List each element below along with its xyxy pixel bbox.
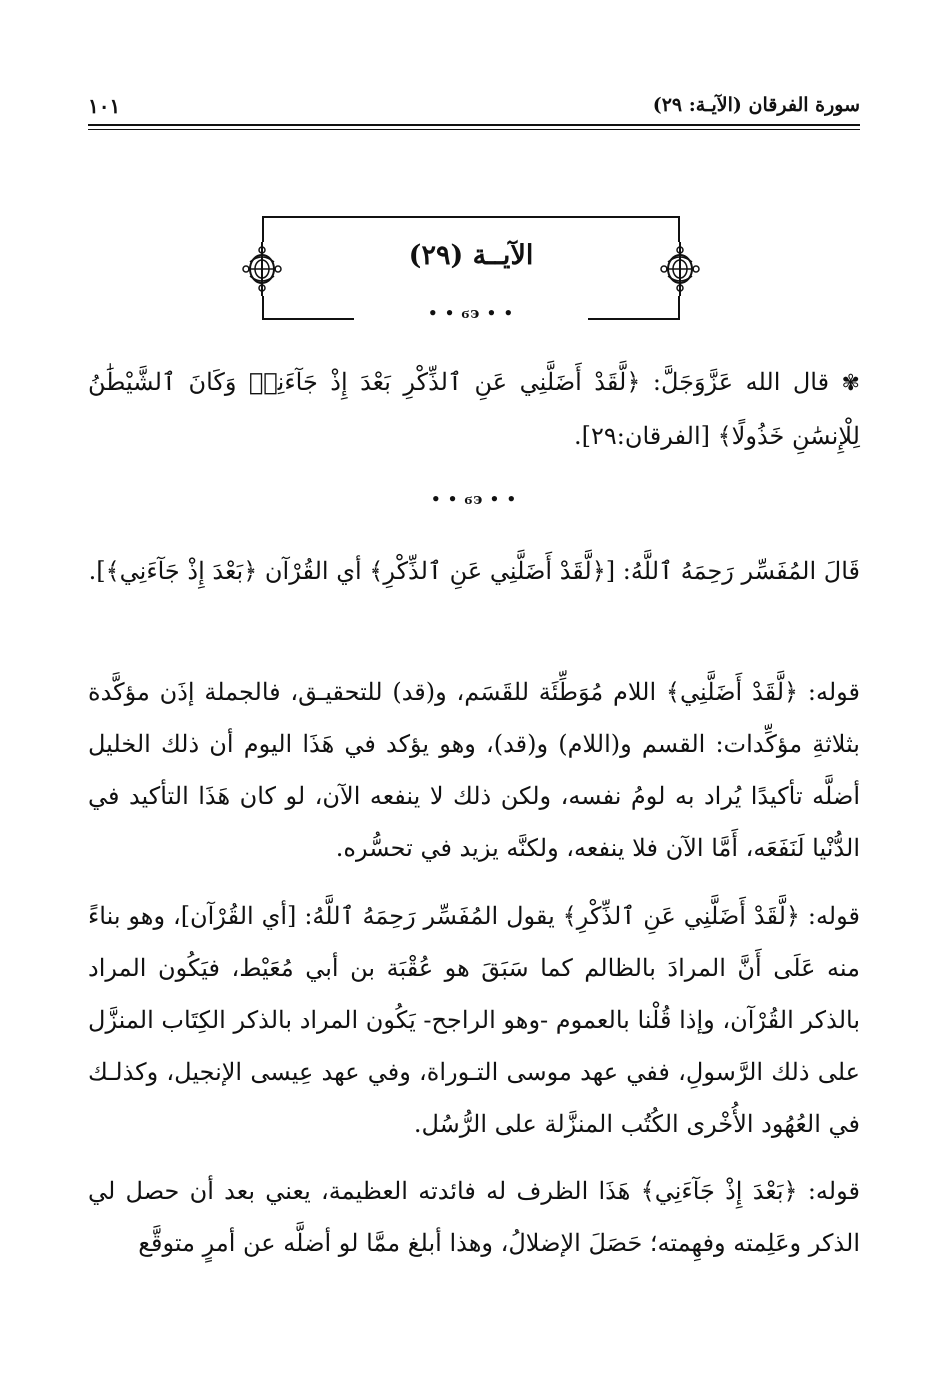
page-number: ١٠١ (88, 94, 121, 118)
header-rule (88, 124, 860, 126)
commentary-paragraph-3: قوله: ﴿لَّقَدْ أَضَلَّنِي عَنِ ٱلذِّكْرِ﴾ يقول المُفَسِّر رَحِمَهُ ٱللَّهُ: [أي القُرْآن]، وهو بناءً منه عَلَى أَنَّ المرادَ بالظالم كما سَبَقَ هو عُقْبَة بن أبي مُعَيْط، فيَكُون المراد بالذكر القُرْآن، وإذا قُلْنا بالعموم -وهو الراجح- يَكُون المراد بالذكر الكِتَاب المنزَّل على ذلك الرَّسولِ، ففي عهد موسى التـوراة، وفي عهد عِيسى الإنجيل، وكذلـك في العُهُود الأُخْرى الكُتُب المنزَّلة على الرُّسُل. (88, 902, 861, 1138)
heading-divider: • • ϭ϶ • • (427, 304, 515, 322)
commentary-paragraph-4: قوله: ﴿بَعْدَ إِذْ جَآءَنِي﴾ هَذَا الظرف له فائدته العظيمة، يعني بعد أن حصل لي الذكر وعَلِمته وفهِمته؛ حَصَلَ الإضلالُ، وهذا أبلغ ممَّا لو أضلَّه عن أمرٍ متوقَّع (88, 1177, 860, 1257)
flower-bullet-icon: ✾ (841, 371, 860, 396)
commentary-paragraph-2: قوله: ﴿لَّقَدْ أَضَلَّنِي﴾ اللام مُوَطِّئَة للقَسَم، و(قد) للتحقيـق، فالجملة إذَن مؤكَّدة بثلاثةِ مؤكِّدات: القسم و(اللام) و(قد)، وهو يؤكد في هَذَا اليوم أن ذلك الخليل أضلَّه تأكيدًا يُراد به لومُ نفسه، ولكن ذلك لا ينفعه الآن، لو كان هَذَا التأكيد في الدُّنْيا لَنَفَعَه، أَمَّا الآن فلا ينفعه، ولكنَّه يزيد في تحسُّره. (88, 678, 860, 862)
verse-number-title: الآيــة (٢٩) (408, 240, 534, 271)
running-header (88, 90, 860, 130)
header-title: سورة الفرقان (الآيـة: ٢٩) (652, 94, 860, 116)
verse-text (88, 356, 860, 462)
section-divider: • • ϭ϶ • • (430, 490, 518, 508)
verse-heading-frame (262, 216, 680, 322)
verse-intro: قال الله عَزَّوَجَلَّ: ﴿لَّقَدْ أَضَلَّنِي عَنِ ٱلذِّكْرِ بَعْدَ إِذْ جَآءَنِيۗ وَكَانَ ٱلشَّيْطَٰنُ لِلْإِنسَٰنِ خَذُولًا﴾ [الفرقان:٢٩]. (88, 368, 860, 450)
commentary-paragraph-1: قَالَ المُفَسِّر رَحِمَهُ ٱللَّهُ: [﴿لَّقَدْ أَضَلَّنِي عَنِ ٱلذِّكْرِ﴾ أي القُرْآن ﴿بَعْدَ إِذْ جَآءَنِي﴾]. (88, 557, 860, 585)
header-rule-thin (88, 129, 860, 130)
